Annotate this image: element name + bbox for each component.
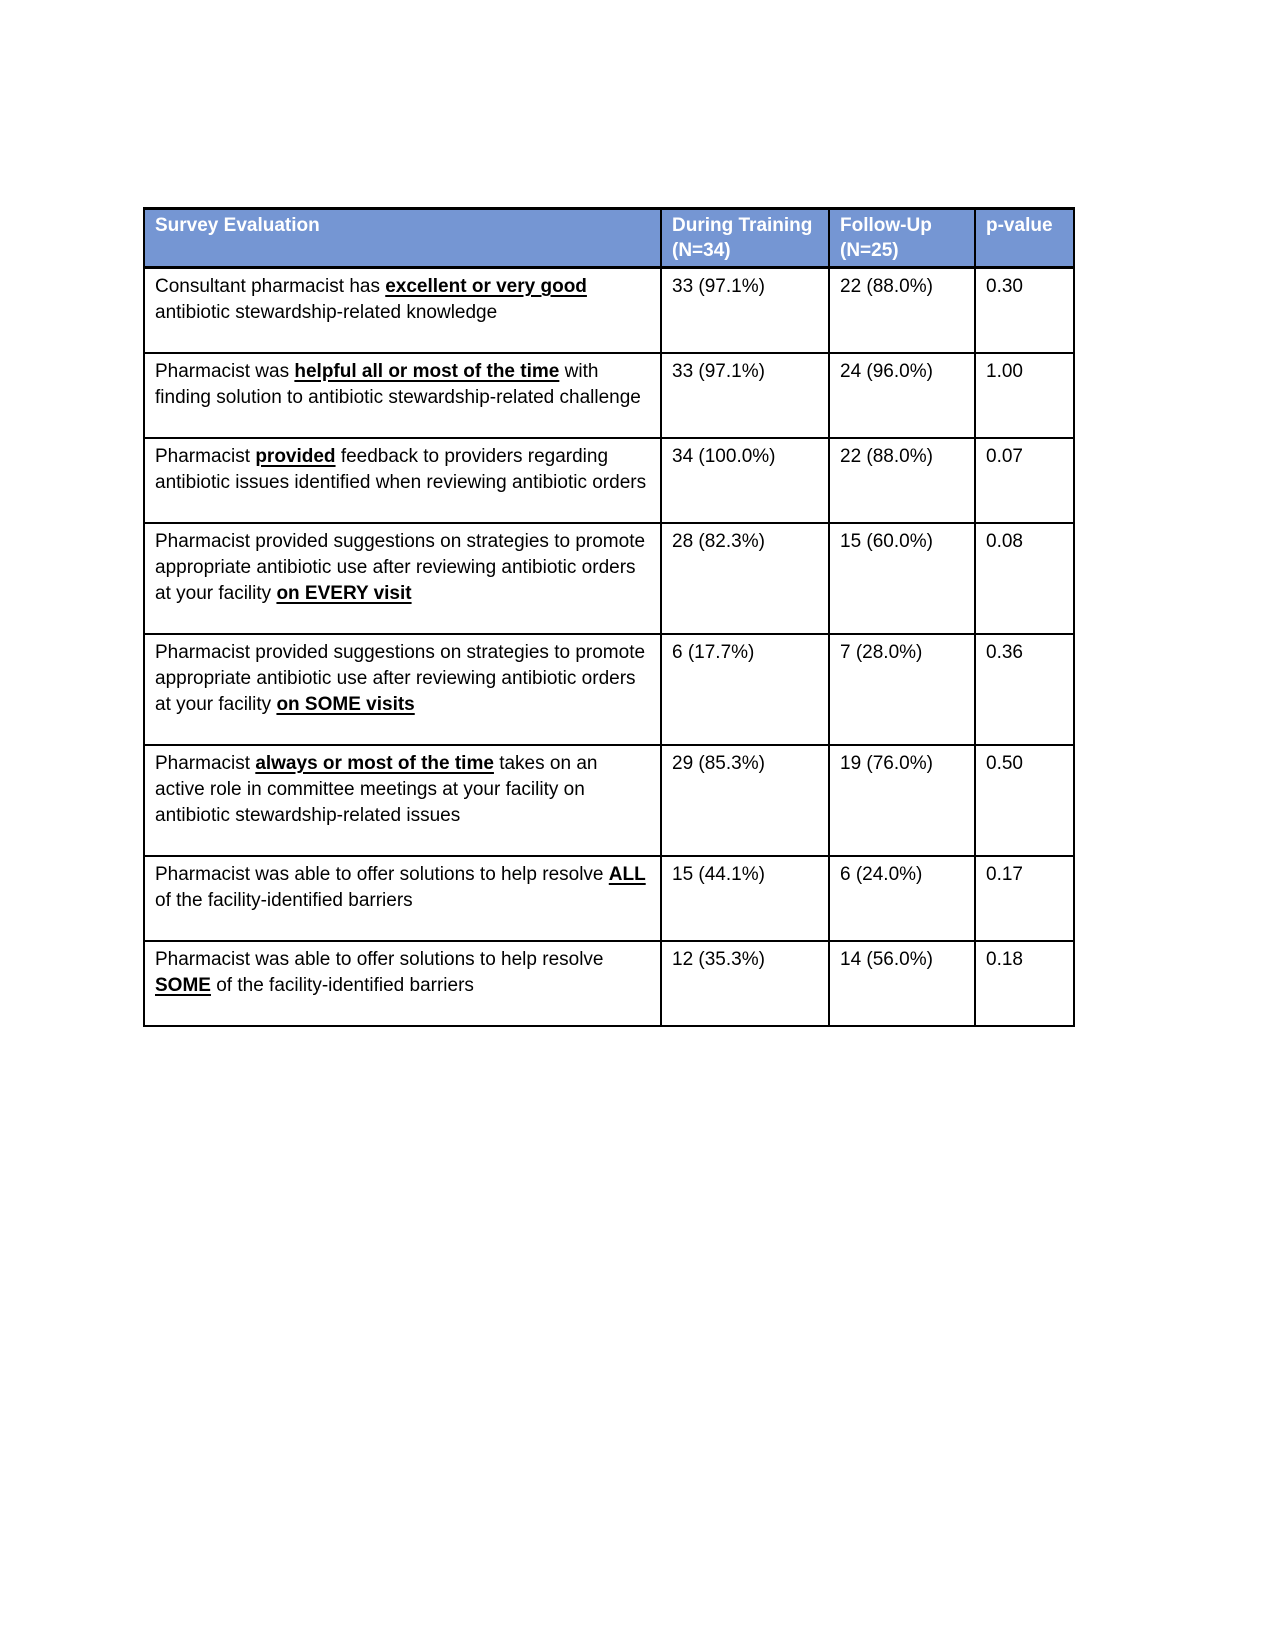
p-value-cell: 1.00 [975, 353, 1074, 438]
question-cell [144, 438, 661, 523]
header-sublabel: (N=34) [672, 240, 731, 261]
question-cell [144, 745, 661, 856]
table-row [144, 523, 1074, 634]
p-value-cell: 0.50 [975, 745, 1074, 856]
during-training-value-cell: 28 (82.3%) [661, 523, 829, 634]
header-during-training [661, 209, 829, 268]
question-emphasis-text: ALL [608, 864, 646, 885]
follow-up-value-cell: 19 (76.0%) [829, 745, 975, 856]
table-row [144, 745, 1074, 856]
table-row [144, 438, 1074, 523]
question-cell [144, 523, 661, 634]
question-cell [144, 856, 661, 941]
table-row [144, 856, 1074, 941]
during-training-value-cell: 33 (97.1%) [661, 353, 829, 438]
follow-up-value-cell: 22 (88.0%) [829, 268, 975, 354]
question-text: Consultant pharmacist has [155, 276, 386, 297]
header-follow-up [829, 209, 975, 268]
question-emphasis-text: helpful all or most of the time [294, 361, 560, 382]
follow-up-value-cell: 14 (56.0%) [829, 941, 975, 1026]
header-survey-evaluation [144, 209, 661, 268]
question-text: with finding solution to antibiotic stewardship-related challenge [155, 361, 641, 408]
follow-up-value-cell: 24 (96.0%) [829, 353, 975, 438]
table-header [144, 209, 1074, 268]
question-emphasis-text: always or most of the time [255, 753, 494, 774]
table-row [144, 353, 1074, 438]
table-row [144, 268, 1074, 354]
p-value-cell: 0.07 [975, 438, 1074, 523]
question-text: of the facility-identified barriers [210, 975, 474, 996]
header-p-value [975, 209, 1074, 268]
header-label: Follow-Up [840, 215, 932, 236]
table-row [144, 634, 1074, 745]
question-emphasis-text: on EVERY visit [276, 583, 412, 604]
p-value-cell: 0.17 [975, 856, 1074, 941]
follow-up-value-cell: 7 (28.0%) [829, 634, 975, 745]
question-emphasis-text: excellent or very good [385, 276, 587, 297]
question-text: of the facility-identified barriers [155, 890, 413, 911]
question-text: Pharmacist was [155, 361, 295, 382]
during-training-value-cell: 34 (100.0%) [661, 438, 829, 523]
table-row [144, 941, 1074, 1026]
header-row [144, 209, 1074, 268]
question-text: Pharmacist provided suggestions on strategies to promote appropriate antibiotic use after reviewing antibiotic orders at your facility [155, 531, 646, 604]
during-training-value-cell: 33 (97.1%) [661, 268, 829, 354]
table-body [144, 268, 1074, 1027]
question-text: Pharmacist [155, 446, 256, 467]
question-emphasis-text: SOME [155, 975, 211, 996]
during-training-value-cell: 29 (85.3%) [661, 745, 829, 856]
header-label: p-value [986, 215, 1053, 236]
question-text: Pharmacist was able to offer solutions to help resolve [155, 949, 604, 970]
question-text: feedback to providers regarding antibiotic issues identified when reviewing antibiotic orders [155, 446, 647, 493]
question-cell [144, 634, 661, 745]
question-text: antibiotic stewardship-related knowledge [155, 302, 498, 323]
question-emphasis-text: on SOME visits [276, 694, 415, 715]
p-value-cell: 0.30 [975, 268, 1074, 354]
question-text: Pharmacist [155, 753, 256, 774]
follow-up-value-cell: 6 (24.0%) [829, 856, 975, 941]
follow-up-value-cell: 22 (88.0%) [829, 438, 975, 523]
during-training-value-cell: 15 (44.1%) [661, 856, 829, 941]
question-cell [144, 353, 661, 438]
header-label: Survey Evaluation [155, 215, 320, 236]
p-value-cell: 0.08 [975, 523, 1074, 634]
question-text: takes on an active role in committee meetings at your facility on antibiotic stewardship-related issues [155, 753, 598, 826]
question-cell [144, 268, 661, 354]
question-cell [144, 941, 661, 1026]
survey-evaluation-table [143, 207, 1075, 1027]
header-label: During Training [672, 215, 813, 236]
header-sublabel: (N=25) [840, 240, 899, 261]
question-text: Pharmacist was able to offer solutions to help resolve [155, 864, 609, 885]
question-text: Pharmacist provided suggestions on strategies to promote appropriate antibiotic use after reviewing antibiotic orders at your facility [155, 642, 646, 715]
during-training-value-cell: 6 (17.7%) [661, 634, 829, 745]
p-value-cell: 0.36 [975, 634, 1074, 745]
question-emphasis-text: provided [255, 446, 336, 467]
during-training-value-cell: 12 (35.3%) [661, 941, 829, 1026]
follow-up-value-cell: 15 (60.0%) [829, 523, 975, 634]
p-value-cell: 0.18 [975, 941, 1074, 1026]
